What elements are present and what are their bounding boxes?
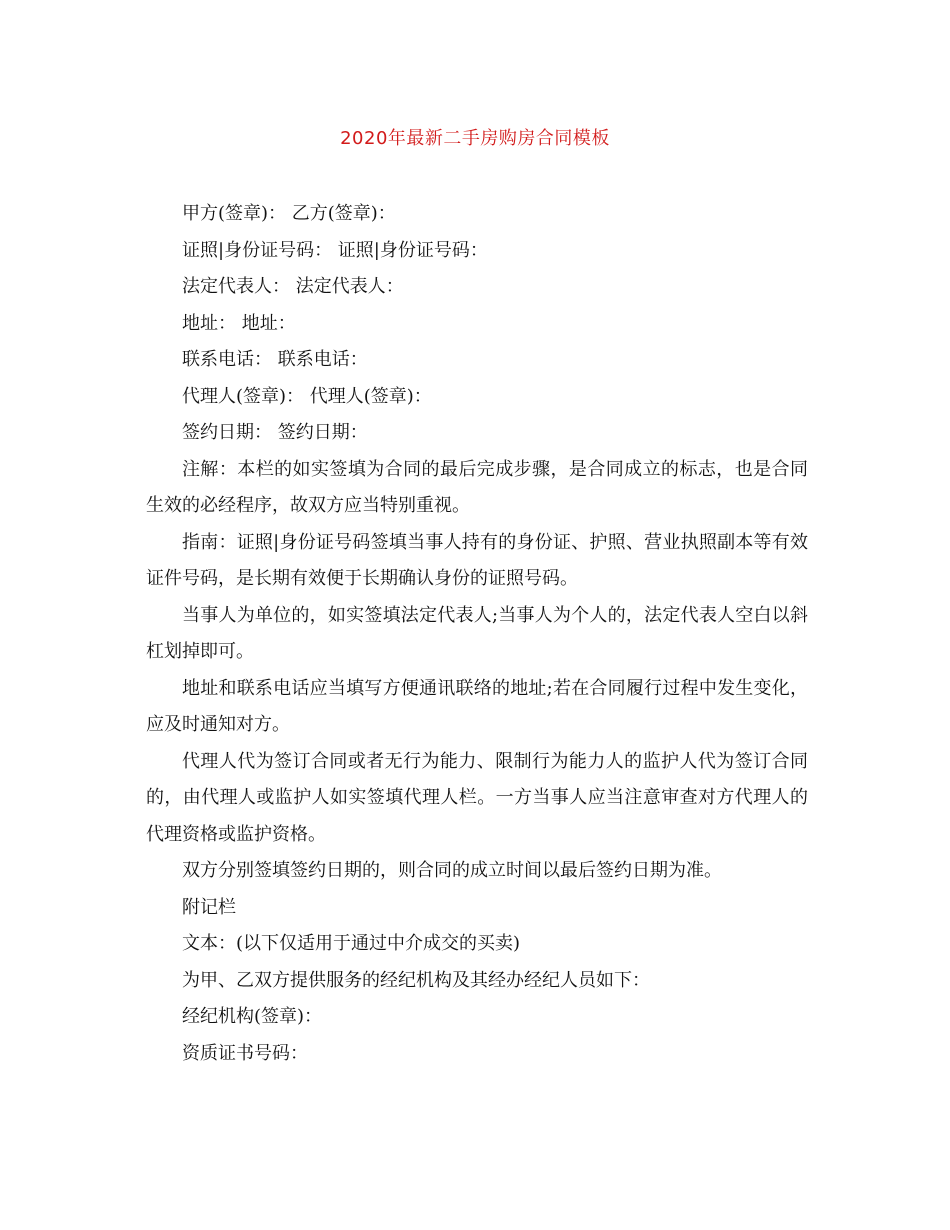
paragraph-signing-date: 签约日期： 签约日期： (182, 422, 368, 443)
paragraph-text-scope: 文本：(以下仅适用于通过中介成交的买卖) (182, 933, 521, 954)
paragraph-guide: 指南：证照|身份证号码签填当事人持有的身份证、护照、营业执照副本等有效证件号码，是长期有效便于长期确认身份的证照号码。 (146, 531, 808, 589)
paragraph-brokerage-signature: 经纪机构(签章)： (182, 1006, 323, 1027)
paragraph-legal-representative: 法定代表人： 法定代表人： (182, 276, 404, 297)
paragraph-qualification-number: 资质证书号码： (182, 1042, 308, 1064)
paragraph-agent-signature: 代理人(签章)： 代理人(签章)： (182, 385, 432, 407)
paragraph-brokerage-intro: 为甲、乙双方提供服务的经纪机构及其经办经纪人员如下： (182, 969, 650, 991)
document-body (146, 196, 808, 1072)
document-title: 2020年最新二手房购房合同模板 (340, 128, 610, 149)
paragraph-unit-party: 当事人为单位的，如实签填法定代表人;当事人为个人的，法定代表人空白以斜杠划掉即可。 (146, 604, 808, 662)
paragraph-date-rule: 双方分别签填签约日期的，则合同的成立时间以最后签约日期为准。 (182, 860, 722, 881)
paragraph-contact-info: 地址和联系电话应当填写方便通讯联络的地址;若在合同履行过程中发生变化，应及时通知对方。 (146, 677, 808, 735)
paragraph-phone: 联系电话： 联系电话： (182, 349, 368, 370)
paragraph-note: 注解：本栏的如实签填为合同的最后完成步骤，是合同成立的标志，也是合同生效的必经程序，故双方应当特别重视。 (146, 458, 808, 516)
paragraph-party-signatures: 甲方(签章)： 乙方(签章)： (182, 203, 396, 224)
paragraph-address: 地址： 地址： (182, 312, 296, 334)
paragraph-agent-guardian: 代理人代为签订合同或者无行为能力、限制行为能力人的监护人代为签订合同的，由代理人或监护人如实签填代理人栏。一方当事人应当注意审查对方代理人的代理资格或监护资格。 (146, 750, 808, 845)
paragraph-appendix-heading: 附记栏 (182, 896, 236, 918)
paragraph-id-numbers: 证照|身份证号码： 证照|身份证号码： (182, 239, 488, 261)
